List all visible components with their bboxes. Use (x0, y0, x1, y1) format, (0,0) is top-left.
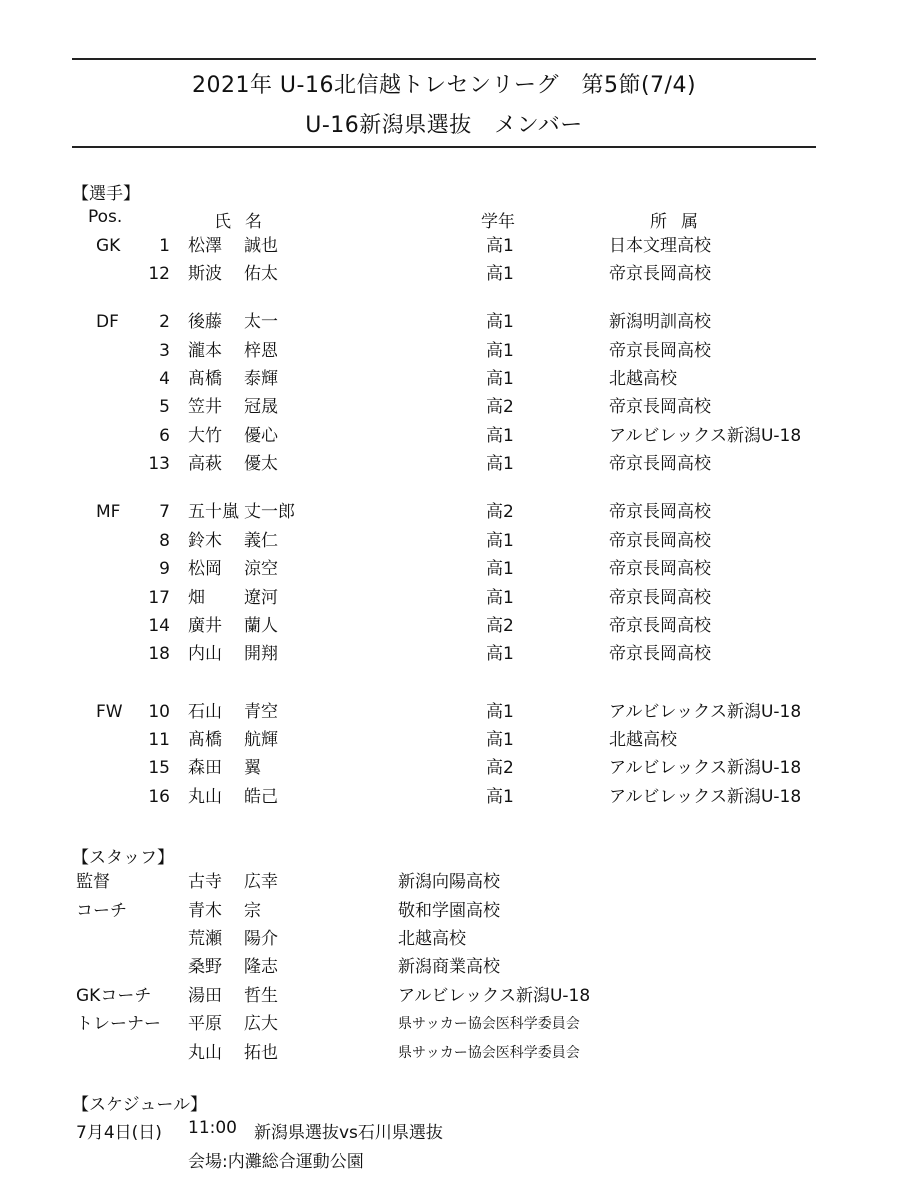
player-affiliation: 帝京長岡高校 (609, 616, 711, 636)
player-row (0, 555, 900, 583)
player-row (0, 726, 900, 754)
header-top-rule (72, 58, 816, 60)
schedule-date: 7月4日(日) (76, 1123, 162, 1143)
player-last-name: 瀧本 (188, 341, 222, 361)
player-last-name: 髙橋 (188, 369, 222, 389)
staff-row (0, 1039, 900, 1067)
player-number: 1 (159, 236, 170, 256)
column-header-affiliation: 所属 (650, 212, 712, 232)
staff-last-name: 湯田 (188, 986, 222, 1006)
player-grade: 高2 (486, 502, 514, 522)
staff-affiliation: 県サッカー協会医科学委員会 (398, 1045, 580, 1061)
staff-role: 監督 (76, 872, 110, 892)
staff-last-name: 桑野 (188, 957, 222, 977)
player-affiliation: 帝京長岡高校 (609, 397, 711, 417)
player-affiliation: 帝京長岡高校 (609, 454, 711, 474)
player-last-name: 斯波 (188, 264, 222, 284)
player-affiliation: アルビレックス新潟U-18 (609, 426, 802, 446)
player-last-name: 石山 (188, 702, 222, 722)
player-last-name: 丸山 (188, 787, 222, 807)
player-number: 13 (148, 454, 170, 474)
staff-affiliation: 新潟向陽高校 (398, 872, 500, 892)
player-affiliation: 北越高校 (609, 730, 677, 750)
player-number: 15 (148, 758, 170, 778)
player-first-name: 皓己 (244, 787, 278, 807)
player-affiliation: 帝京長岡高校 (609, 502, 711, 522)
player-grade: 高1 (486, 702, 514, 722)
player-first-name: 遼河 (244, 588, 278, 608)
staff-first-name: 広大 (244, 1014, 278, 1034)
player-last-name: 内山 (188, 644, 222, 664)
player-position: MF (96, 502, 121, 522)
header-bottom-rule (72, 146, 816, 148)
players-section-title: 【選手】 (72, 184, 140, 204)
column-header-grade: 学年 (481, 212, 515, 232)
staff-affiliation: 敬和学園高校 (398, 901, 500, 921)
player-row (0, 260, 900, 288)
player-row (0, 393, 900, 421)
player-affiliation: 帝京長岡高校 (609, 644, 711, 664)
column-header-name: 氏名 (214, 212, 276, 232)
player-number: 18 (148, 644, 170, 664)
player-last-name: 後藤 (188, 312, 222, 332)
player-first-name: 誠也 (244, 236, 278, 256)
staff-first-name: 陽介 (244, 929, 278, 949)
player-grade: 高2 (486, 616, 514, 636)
staff-row (0, 982, 900, 1010)
staff-affiliation: アルビレックス新潟U-18 (398, 986, 591, 1006)
staff-last-name: 青木 (188, 901, 222, 921)
player-last-name: 高萩 (188, 454, 222, 474)
player-grade: 高1 (486, 730, 514, 750)
staff-role: コーチ (76, 901, 127, 921)
player-position: FW (96, 702, 123, 722)
player-last-name: 髙橋 (188, 730, 222, 750)
player-affiliation: アルビレックス新潟U-18 (609, 702, 802, 722)
player-affiliation: 帝京長岡高校 (609, 588, 711, 608)
player-row (0, 698, 900, 726)
staff-role: トレーナー (76, 1014, 161, 1034)
schedule-time: 11:00 (188, 1118, 237, 1138)
schedule-match: 新潟県選抜vs石川県選抜 (254, 1123, 443, 1143)
staff-first-name: 宗 (244, 901, 261, 921)
player-grade: 高1 (486, 588, 514, 608)
player-last-name: 鈴木 (188, 531, 222, 551)
player-last-name: 廣井 (188, 616, 222, 636)
player-number: 9 (159, 559, 170, 579)
player-grade: 高1 (486, 454, 514, 474)
player-row (0, 232, 900, 260)
player-position: DF (96, 312, 119, 332)
player-row (0, 612, 900, 640)
player-row (0, 450, 900, 478)
staff-first-name: 隆志 (244, 957, 278, 977)
staff-last-name: 平原 (188, 1014, 222, 1034)
player-first-name: 青空 (244, 702, 278, 722)
staff-section-title: 【スタッフ】 (72, 848, 174, 868)
player-row (0, 783, 900, 811)
player-number: 10 (148, 702, 170, 722)
player-number: 8 (159, 531, 170, 551)
player-grade: 高2 (486, 758, 514, 778)
player-affiliation: 新潟明訓高校 (609, 312, 711, 332)
player-grade: 高1 (486, 531, 514, 551)
player-number: 17 (148, 588, 170, 608)
player-first-name: 優太 (244, 454, 278, 474)
player-last-name: 五十嵐 (188, 502, 239, 522)
player-first-name: 泰輝 (244, 369, 278, 389)
player-affiliation: アルビレックス新潟U-18 (609, 787, 802, 807)
player-first-name: 蘭人 (244, 616, 278, 636)
player-last-name: 笠井 (188, 397, 222, 417)
player-row (0, 527, 900, 555)
schedule-venue: 会場:内灘総合運動公園 (188, 1152, 364, 1172)
player-last-name: 大竹 (188, 426, 222, 446)
player-row (0, 584, 900, 612)
staff-first-name: 拓也 (244, 1043, 278, 1063)
player-first-name: 太一 (244, 312, 278, 332)
staff-last-name: 丸山 (188, 1043, 222, 1063)
player-first-name: 梓恩 (244, 341, 278, 361)
player-last-name: 畑 (188, 588, 205, 608)
player-affiliation: 帝京長岡高校 (609, 341, 711, 361)
player-number: 7 (159, 502, 170, 522)
player-affiliation: 北越高校 (609, 369, 677, 389)
player-first-name: 佑太 (244, 264, 278, 284)
player-number: 3 (159, 341, 170, 361)
player-grade: 高1 (486, 312, 514, 332)
player-row (0, 337, 900, 365)
schedule-section-title: 【スケジュール】 (72, 1095, 207, 1115)
staff-first-name: 広幸 (244, 872, 278, 892)
staff-affiliation: 新潟商業高校 (398, 957, 500, 977)
player-grade: 高1 (486, 644, 514, 664)
player-affiliation: 日本文理高校 (609, 236, 711, 256)
player-affiliation: 帝京長岡高校 (609, 559, 711, 579)
staff-row (0, 953, 900, 981)
player-first-name: 冠晟 (244, 397, 278, 417)
player-number: 11 (148, 730, 170, 750)
player-row (0, 422, 900, 450)
staff-affiliation: 県サッカー協会医科学委員会 (398, 1016, 580, 1032)
player-last-name: 松岡 (188, 559, 222, 579)
player-last-name: 森田 (188, 758, 222, 778)
player-row (0, 365, 900, 393)
player-first-name: 開翔 (244, 644, 278, 664)
player-row (0, 498, 900, 526)
player-number: 14 (148, 616, 170, 636)
player-first-name: 航輝 (244, 730, 278, 750)
player-grade: 高1 (486, 787, 514, 807)
staff-row (0, 925, 900, 953)
staff-row (0, 868, 900, 896)
player-row (0, 754, 900, 782)
player-affiliation: 帝京長岡高校 (609, 264, 711, 284)
player-row (0, 640, 900, 668)
player-last-name: 松澤 (188, 236, 222, 256)
staff-first-name: 哲生 (244, 986, 278, 1006)
staff-affiliation: 北越高校 (398, 929, 466, 949)
staff-last-name: 荒瀬 (188, 929, 222, 949)
player-position: GK (96, 236, 121, 256)
player-grade: 高1 (486, 236, 514, 256)
player-number: 6 (159, 426, 170, 446)
player-first-name: 優心 (244, 426, 278, 446)
document-subtitle: U-16新潟県選抜 メンバー (305, 113, 583, 138)
player-grade: 高1 (486, 264, 514, 284)
player-grade: 高1 (486, 559, 514, 579)
player-number: 16 (148, 787, 170, 807)
player-grade: 高1 (486, 369, 514, 389)
player-number: 5 (159, 397, 170, 417)
staff-last-name: 古寺 (188, 872, 222, 892)
staff-row (0, 1010, 900, 1038)
column-header-position: Pos. (88, 207, 123, 227)
player-first-name: 涼空 (244, 559, 278, 579)
staff-row (0, 897, 900, 925)
player-grade: 高2 (486, 397, 514, 417)
player-first-name: 翼 (244, 758, 261, 778)
player-affiliation: 帝京長岡高校 (609, 531, 711, 551)
player-grade: 高1 (486, 341, 514, 361)
player-first-name: 義仁 (244, 531, 278, 551)
player-number: 4 (159, 369, 170, 389)
player-first-name: 丈一郎 (244, 502, 295, 522)
player-number: 12 (148, 264, 170, 284)
player-row (0, 308, 900, 336)
staff-role: GKコーチ (76, 986, 152, 1006)
document-title: 2021年 U-16北信越トレセンリーグ 第5節(7/4) (191, 73, 697, 98)
player-grade: 高1 (486, 426, 514, 446)
player-affiliation: アルビレックス新潟U-18 (609, 758, 802, 778)
player-number: 2 (159, 312, 170, 332)
